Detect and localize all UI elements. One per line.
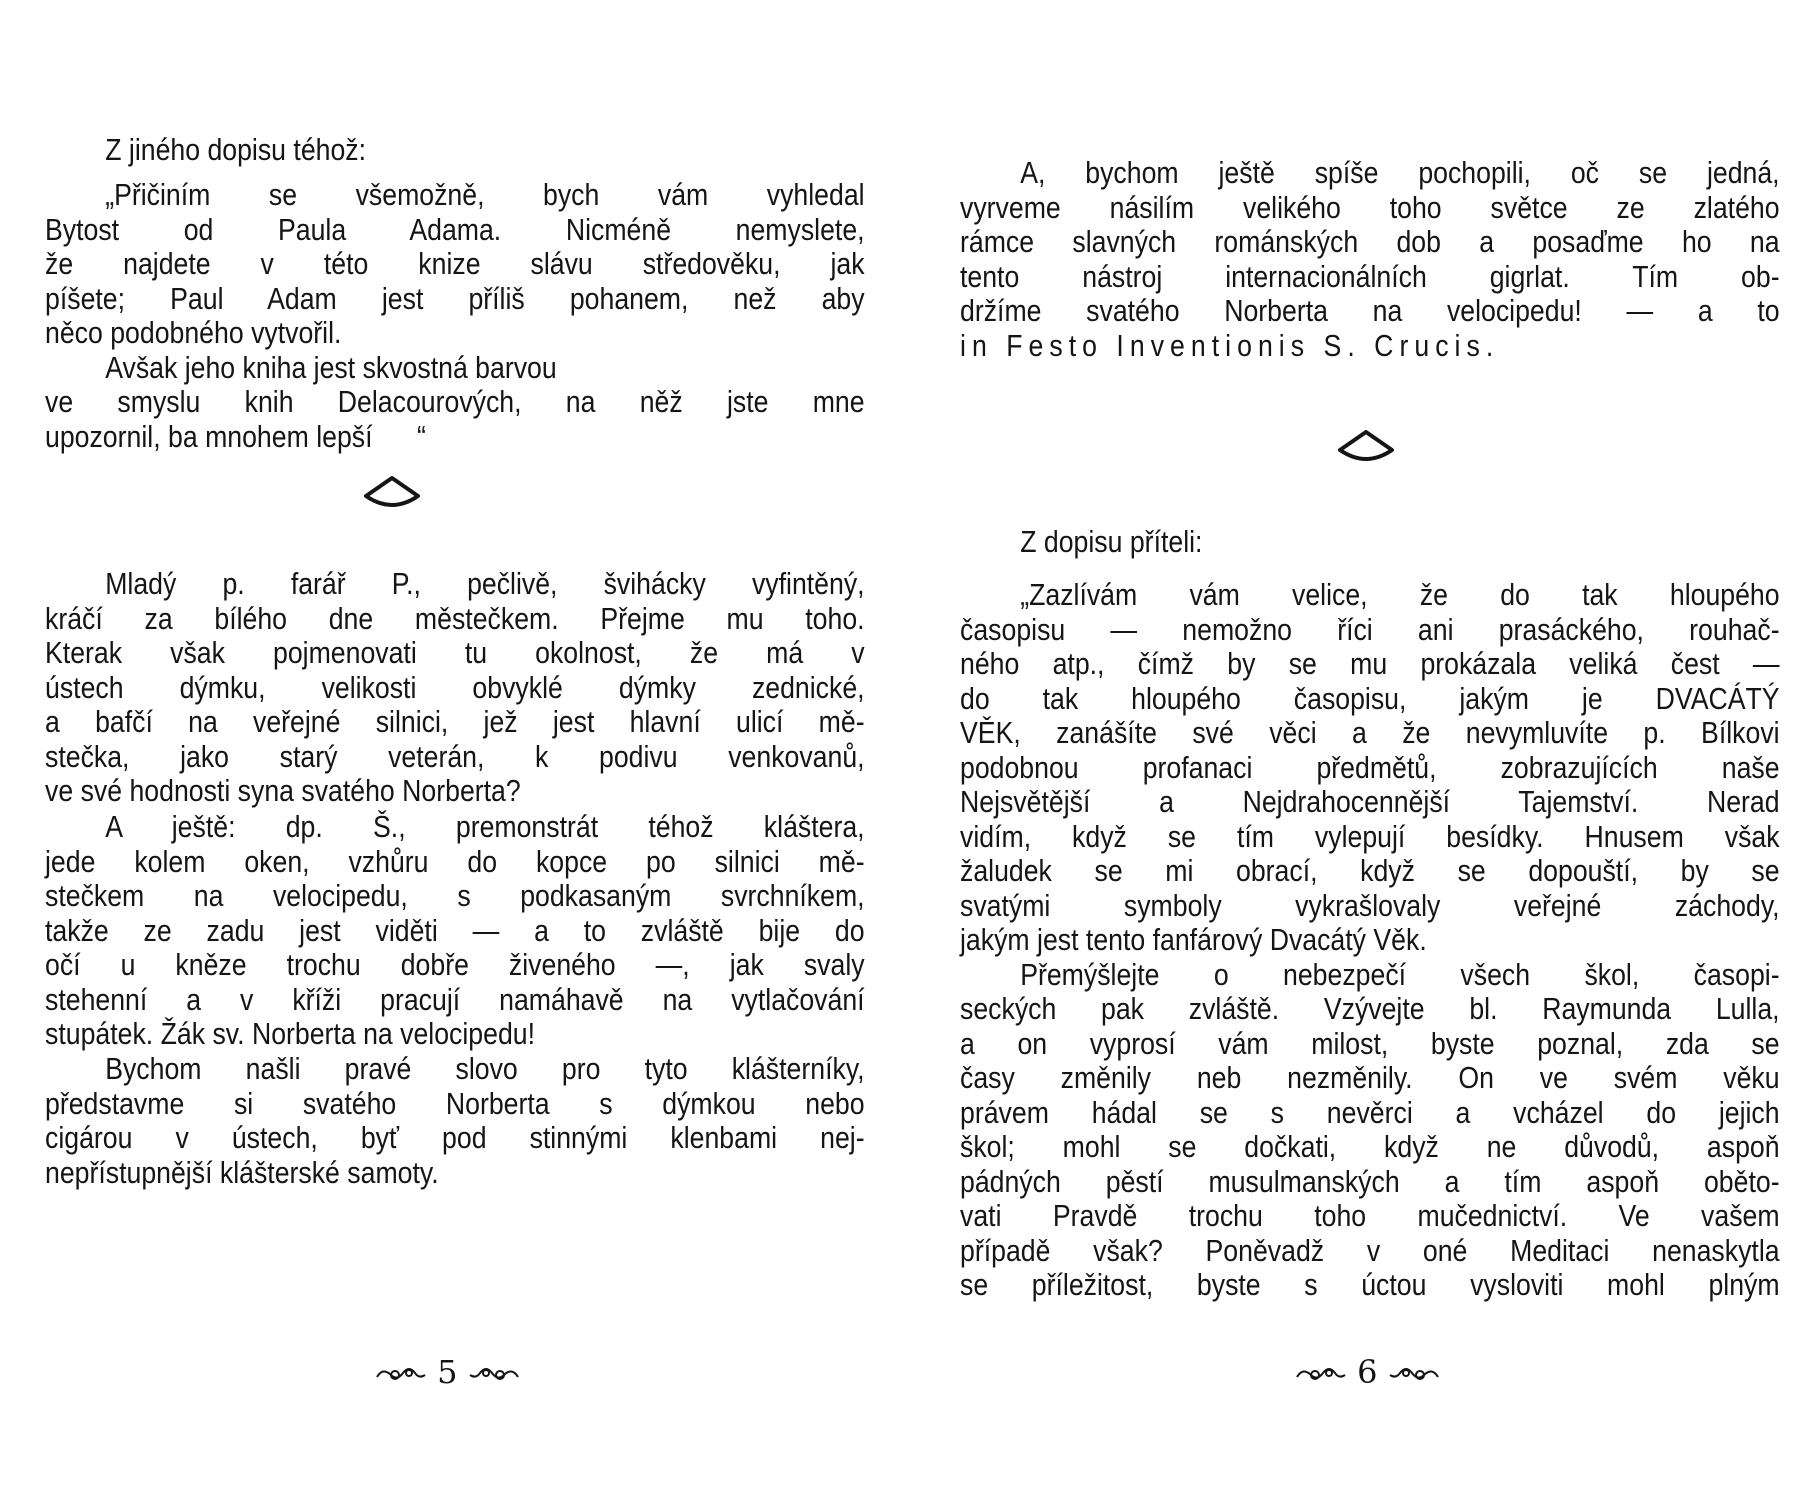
text-line: Bytost od Paula Adama. Nicméně nemyslete, bbox=[45, 211, 865, 247]
fan-ornament-icon bbox=[362, 472, 422, 512]
text-line: časopisu — nemožno říci ani prasáckého, rouhač- bbox=[960, 611, 1780, 647]
text-line: se příležitost, byste s úctou vysloviti mohl plným bbox=[960, 1267, 1780, 1302]
text-line: právem hádal se s nevěrci a vcházel do jejich bbox=[960, 1094, 1780, 1130]
page-number-right bbox=[1295, 1352, 1440, 1392]
text-line: do tak hloupého časopisu, jakým je DVACÁTÝ bbox=[960, 680, 1780, 716]
text-line: časy změnily neb nezměnily. On ve svém věku bbox=[960, 1060, 1780, 1095]
scroll-flourish-icon bbox=[1388, 1363, 1440, 1387]
text-line: ústech dýmku, velikosti obvyklé dýmky zednické, bbox=[45, 669, 865, 705]
text-line: škol; mohl se dočkati, když ne důvodů, aspoň bbox=[960, 1129, 1780, 1164]
text-line: „Přičiním se všemožně, bych vám vyhledal bbox=[105, 177, 865, 212]
left-page bbox=[45, 0, 865, 1500]
text-line: držíme svatého Norberta na velocipedu! — a to bbox=[960, 293, 1780, 328]
fan-ornament-icon bbox=[1336, 426, 1396, 466]
text-line: A ještě: dp. Š., premonstrát téhož kláštera, bbox=[105, 809, 865, 844]
text-line: píšete; Paul Adam jest příliš pohanem, než aby bbox=[45, 280, 865, 316]
text-line: představme si svatého Norberta s dýmkou nebo bbox=[45, 1085, 865, 1121]
text-line: případě však? Poněvadž v oné Meditaci nenaskytla bbox=[960, 1232, 1780, 1268]
left-paragraph-3 bbox=[45, 1052, 865, 1190]
text-line: stečka, jako starý veterán, k podivu venkovanů, bbox=[45, 738, 865, 774]
text-line: a bafčí na veřejné silnici, jež jest hlavní ulicí mě- bbox=[45, 704, 865, 739]
text-line: pádných pěstí musulmanských a tím aspoň oběto- bbox=[960, 1163, 1780, 1199]
text-line: že najdete v této knize slávu středověku, jak bbox=[45, 246, 865, 281]
page-number-text: 5 bbox=[437, 1353, 458, 1391]
scroll-flourish-icon bbox=[468, 1363, 520, 1387]
page-number-text: 6 bbox=[1357, 1353, 1378, 1391]
text-line: seckých pak zvláště. Vzývejte bl. Raymunda Lulla, bbox=[960, 991, 1780, 1026]
page-number-left bbox=[375, 1352, 520, 1392]
right-quote bbox=[960, 578, 1780, 1303]
text-line: rámce slavných románských dob a posaďme ho na bbox=[960, 224, 1780, 259]
text-line: stehenní a v kříži pracují namáhavě na vytlačování bbox=[45, 981, 865, 1017]
right-page bbox=[960, 0, 1780, 1500]
scroll-flourish-icon bbox=[1295, 1363, 1347, 1387]
left-paragraph-2 bbox=[45, 810, 865, 1052]
left-intro-block bbox=[45, 133, 865, 168]
text-line: kráčí za bílého dne městečkem. Přejme mu toho. bbox=[45, 600, 865, 636]
text-line: svatými symboly vykrašlovaly veřejné záchody, bbox=[960, 887, 1780, 923]
left-paragraph-1 bbox=[45, 567, 865, 809]
text-line: ve své hodnosti syna svatého Norberta? bbox=[45, 773, 521, 808]
text-line: jakým jest tento fanfárový Dvacátý Věk. bbox=[960, 922, 1427, 957]
right-paragraph-1 bbox=[960, 156, 1780, 363]
text-line: takže ze zadu jest viděti — a to zvláště bije do bbox=[45, 912, 865, 948]
text-line: Přemýšlejte o nebezpečí všech škol, časopi- bbox=[1020, 956, 1780, 992]
left-quote bbox=[45, 178, 865, 454]
text-line: ného atp., čímž by se mu prokázala veliká čest — bbox=[960, 646, 1780, 681]
text-line: Bychom našli pravé slovo pro tyto klášterníky, bbox=[105, 1051, 865, 1086]
text-line: Nejsvětější a Nejdrahocennější Tajemství. Nerad bbox=[960, 784, 1780, 819]
left-intro: Z jiného dopisu téhož: bbox=[105, 132, 367, 167]
text-line: a on vyprosí vám milost, byste poznal, zda se bbox=[960, 1025, 1780, 1061]
text-line: VĚK, zanášíte své věci a že nevymluvíte p. Bílkovi bbox=[960, 715, 1780, 750]
text-line: očí u kněze trochu dobře živeného —, jak svaly bbox=[45, 947, 865, 982]
text-line: vyrveme násilím velikého toho světce ze zlatého bbox=[960, 189, 1780, 225]
text-line: stečkem na velocipedu, s podkasaným svrchníkem, bbox=[45, 878, 865, 913]
text-line: in Festo Inventionis S. Crucis. bbox=[960, 327, 1500, 363]
text-line: ve smyslu knih Delacourových, na něž jste mne bbox=[45, 384, 865, 419]
text-line: tento nástroj internacionálních gigrlat. Tím ob- bbox=[960, 258, 1780, 294]
text-line: A, bychom ještě spíše pochopili, oč se jedná, bbox=[1020, 155, 1780, 190]
text-line: jede kolem oken, vzhůru do kopce po silnici mě- bbox=[45, 843, 865, 879]
right-intro: Z dopisu příteli: bbox=[1020, 524, 1203, 559]
text-line: „Zazlívám vám velice, že do tak hloupého bbox=[1020, 577, 1780, 612]
text-line: Avšak jeho kniha jest skvostná barvou bbox=[105, 349, 557, 385]
text-line: něco podobného vytvořil. bbox=[45, 315, 342, 350]
text-line: upozornil, ba mnohem lepší “ bbox=[45, 418, 426, 454]
right-intro-block bbox=[960, 525, 1780, 560]
text-line: stupátek. Žák sv. Norberta na velocipedu! bbox=[45, 1016, 536, 1051]
text-line: žaludek se mi obrací, když se dopouští, by se bbox=[960, 853, 1780, 888]
scroll-flourish-icon bbox=[375, 1363, 427, 1387]
text-line: Mladý p. farář P., pečlivě, švihácky vyfintěný, bbox=[105, 566, 865, 601]
text-line: Kterak však pojmenovati tu okolnost, že má v bbox=[45, 635, 865, 670]
text-line: vidím, když se tím vylepují besídky. Hnusem však bbox=[960, 818, 1780, 854]
text-line: cigárou v ústech, byť pod stinnými klenbami nej- bbox=[45, 1120, 865, 1155]
text-line: nepřístupnější klášterské samoty. bbox=[45, 1154, 439, 1190]
text-line: podobnou profanaci předmětů, zobrazujících naše bbox=[960, 749, 1780, 785]
text-line: vati Pravdě trochu toho mučednictví. Ve vašem bbox=[960, 1198, 1780, 1233]
